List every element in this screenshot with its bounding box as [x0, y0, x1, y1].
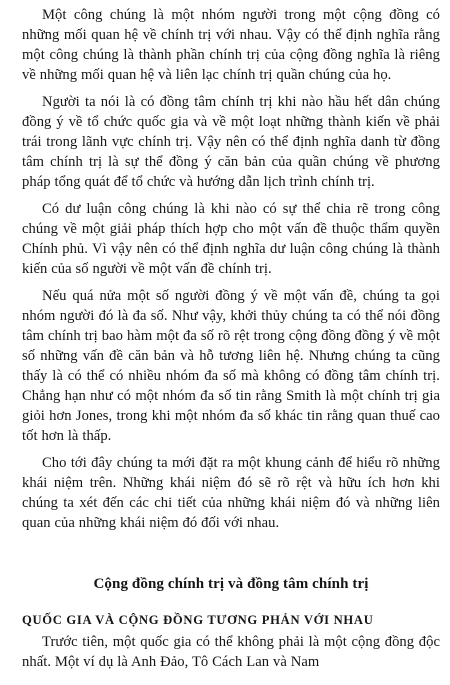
section-subheading: QUỐC GIA VÀ CỘNG ĐỒNG TƯƠNG PHẢN VỚI NHAU — [22, 613, 374, 627]
paragraph-political-consensus: Người ta nói là có đồng tâm chính trị khi nào hầu hết dân chúng đồng ý về tổ chức quốc gia và về một loạt những thành kiến về phải trái trong lãnh vực chính trị. Vậy nên có thể định nghĩa danh từ đồng tâm chính trị là sự thể đồng ý căn bản của quần chúng về phương pháp tổng quát để tổ chức và hướng dẫn lịch trình chính trị. — [22, 94, 440, 190]
paragraph-public-opinion: Có dư luận công chúng là khi nào có sự thể chia rẽ trong công chúng về một giải pháp thích hợp cho một vấn đề thuộc thẩm quyền Chính phủ. Vì vậy nên có thể định nghĩa dư luận công chúng là thành kiến của số người về một vấn đề chính trị. — [22, 201, 440, 277]
paragraph-framework: Cho tới đây chúng ta mới đặt ra một khung cảnh để hiểu rõ những khái niệm trên. Những khái niệm đó sẽ rõ rệt và hữu ích hơn khi chúng ta xét đến các chi tiết của những khái niệm đó và những liên quan của những khái niệm đó đối với nhau. — [22, 455, 440, 531]
paragraph-public-definition: Một công chúng là một nhóm người trong một cộng đồng có những mối quan hệ về chính trị với nhau. Vậy có thể định nghĩa rằng một công chúng là thành phần chính trị của cộng đồng nghĩa là riêng về những mối quan hệ và liên lạc chính trị quần chúng của họ. — [22, 7, 440, 83]
paragraph-nation-community: Trước tiên, một quốc gia có thể không phải là một cộng đồng độc nhất. Một ví dụ là Anh Đảo, Tô Cách Lan và Nam — [22, 634, 440, 670]
section-title: Cộng đồng chính trị và đồng tâm chính trị — [93, 576, 369, 592]
paragraph-majority: Nếu quá nửa một số người đồng ý về một vấn đề, chúng ta gọi nhóm người đó là đa số. Như vậy, khởi thủy chúng ta có thể nói đồng tâm chính trị bao hàm một đa số rõ rệt trong cộng đồng đồng ý về một số những vấn đề căn bản và hỗ tương liên hệ. Nhưng chúng ta cũng thấy là có thể có nhiều nhóm đa số mà không có đồng tâm chính trị. Chẳng hạn như có một nhóm đa số tin rằng Smith là một chính trị gia giỏi hơn Jones, trong khi một nhóm đa số khác tin rằng quan thuế cao tốt hơn là thấp. — [22, 288, 440, 444]
